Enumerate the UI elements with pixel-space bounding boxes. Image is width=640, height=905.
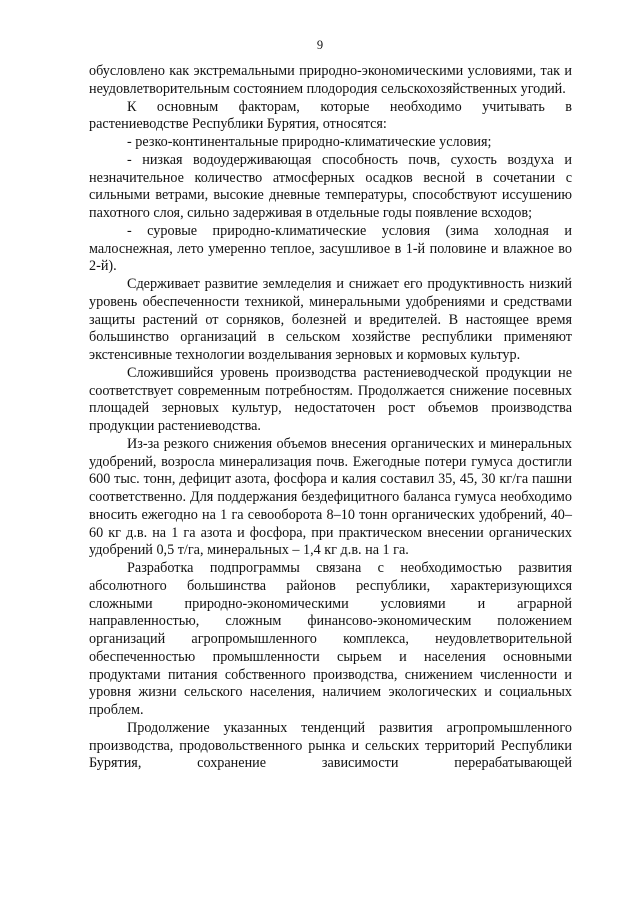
paragraph-fertilizers: Из-за резкого снижения объемов внесения органических и минеральных удобрений, возросла минерализация почв. Ежегодные потери гумуса достигли 600 тыс. тонн, дефицит азота, фосфора и калия составил 35, 45, 30 кг/га пашни соответственно. Для поддержания бездефицитного баланса гумуса необходимо вносить ежегодно на 1 га севооборота 8–10 тонн органических удобрений, 40–60 кг д.в. на 1 га азота и фосфора, при практическом внесении органических удобрений 0,5 т/га, минеральных – 1,4 кг д.в. на 1 га. (89, 435, 572, 559)
paragraph-production-level: Сложившийся уровень производства растениеводческой продукции не соответствует современным потребностям. Продолжается снижение посевных площадей зерновых культур, недостаточен рост объемов производства продукции растениеводства. (89, 364, 572, 434)
paragraph-continuation: обусловлено как экстремальными природно-экономическими условиями, так и неудовлетворительным состоянием плодородия сельскохозяйственных угодий. (89, 63, 572, 97)
paragraph-trends: Продолжение указанных тенденций развития агропромышленного производства, продовольственного рынка и сельских территорий Республики Бурятия, сохранение зависимости перерабатывающей (89, 719, 572, 772)
list-item-climate: - резко-континентальные природно-климатические условия; (127, 134, 492, 150)
list-item-soil: - низкая водоудерживающая способность почв, сухость воздуха и незначительное количество атмосферных осадков весной в сочетании с сильными ветрами, высокие дневные температуры, способствуют иссушению пахотного слоя, сильно задерживая в отдельные годы появление всходов; (89, 151, 572, 221)
body-text (89, 63, 572, 773)
paragraph-restraints: Сдерживает развитие земледелия и снижает его продуктивность низкий уровень обеспеченности техникой, минеральными удобрениями и средствами защиты растений от сорняков, болезней и вредителей. В настоящее время большинство организаций в сельском хозяйстве республики применяют экстенсивные технологии возделывания зерновых и кормовых культур. (89, 276, 572, 363)
page-number: 9 (316, 38, 324, 52)
paragraph-factors-intro: К основным факторам, которые необходимо учитывать в растениеводстве Республики Бурятия, относятся: (89, 98, 572, 133)
paragraph-subprogram: Разработка подпрограммы связана с необходимостью развития абсолютного большинства районов республики, характеризующихся сложными природно-экономическими условиями и аграрной направленностью, сложным финансово-экономическим положением организаций агропромышленного комплекса, неудовлетворительной обеспеченностью промышленности сырьем и населения основными продуктами питания собственного производства, снижением численности и уровня жизни сельского населения, наличием экологических и социальных проблем. (89, 560, 572, 718)
list-item-harsh-conditions: - суровые природно-климатические условия (зима холодная и малоснежная, лето умеренно теплое, засушливое в 1-й половине и влажное во 2-й). (89, 222, 572, 275)
